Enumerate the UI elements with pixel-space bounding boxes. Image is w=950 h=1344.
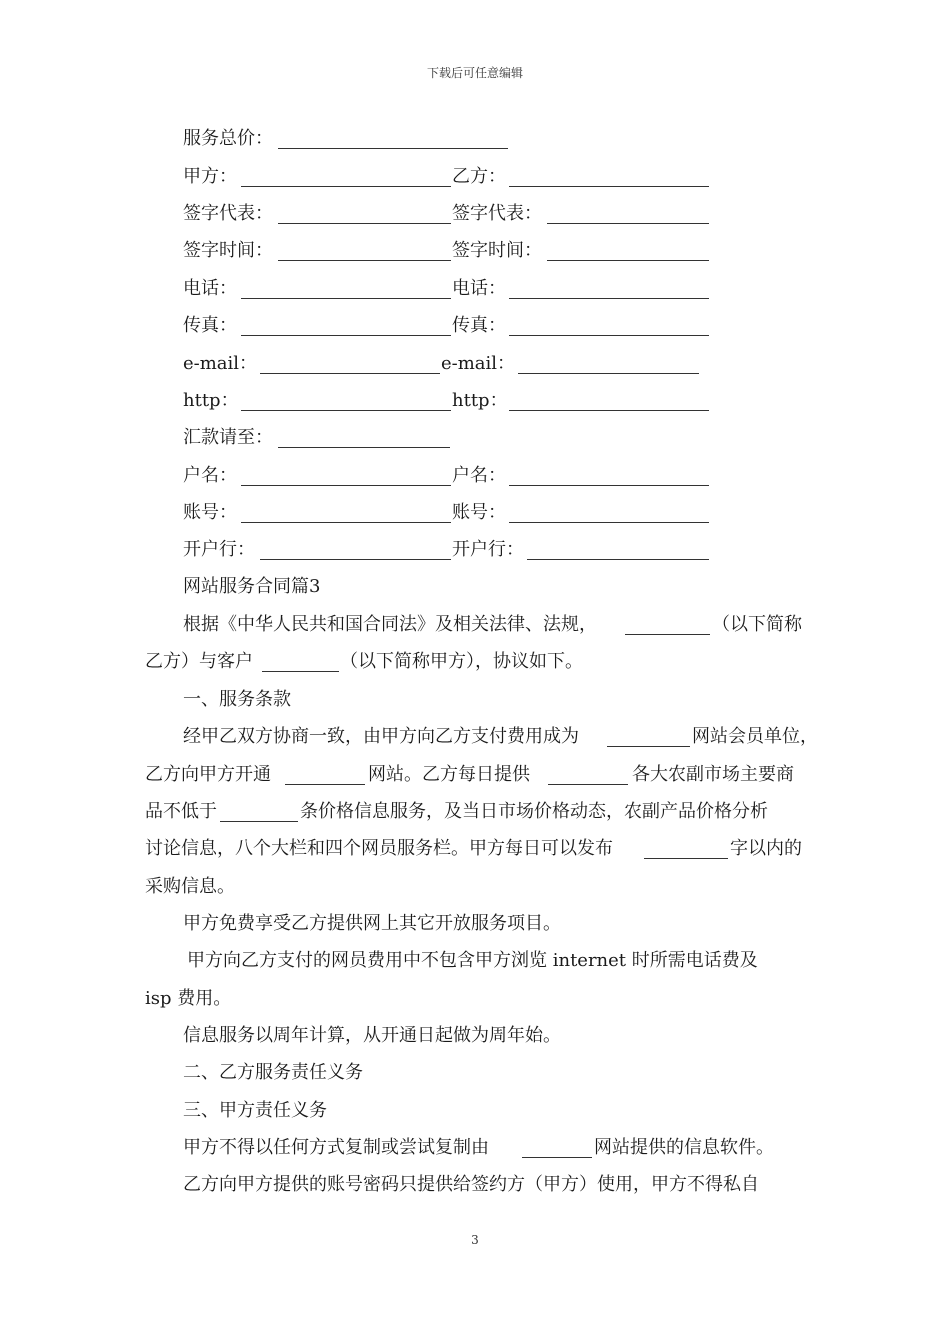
time-b-blank <box>547 260 709 261</box>
email-a-blank <box>260 373 440 374</box>
text-segment: 乙方向甲方开通 <box>145 764 271 785</box>
tel-b-blank <box>509 298 709 299</box>
name-b-blank <box>509 485 709 486</box>
acct-a-blank <box>241 522 451 523</box>
heading-party-b-duties: 二、乙方服务责任义务 <box>183 1062 363 1083</box>
name-b-label: 户名： <box>452 465 506 486</box>
http-a-blank <box>241 410 451 411</box>
text-segment: 根据《中华人民共和国合同法》及相关法律、法规， <box>183 614 597 635</box>
http-a-label: http： <box>183 390 239 411</box>
region-blank <box>548 784 628 785</box>
text-segment: 网站提供的信息软件。 <box>594 1137 774 1158</box>
email-a-label: e-mail： <box>183 353 258 374</box>
time-a-blank <box>278 260 451 261</box>
party-a-label: 甲方： <box>183 166 237 187</box>
paragraph-2-line-5: 采购信息。 <box>145 876 235 897</box>
fax-a-label: 传真： <box>183 315 237 336</box>
name-a-blank <box>241 485 451 486</box>
acct-b-label: 账号： <box>452 502 506 523</box>
text-segment: 乙方）与客户 <box>145 651 253 672</box>
party-b-blank <box>509 186 709 187</box>
client-name-blank <box>262 671 339 672</box>
text-segment: 经甲乙双方协商一致，由甲方向乙方支付费用成为 <box>183 726 579 747</box>
name-a-label: 户名： <box>183 465 237 486</box>
bank-b-blank <box>527 559 709 560</box>
paragraph-3: 甲方免费享受乙方提供网上其它开放服务项目。 <box>183 913 561 934</box>
email-b-blank <box>518 373 699 374</box>
total-price-label: 服务总价： <box>183 128 273 149</box>
time-a-label: 签字时间： <box>183 240 273 261</box>
text-segment: 字以内的 <box>730 838 802 859</box>
remit-blank <box>278 447 450 448</box>
remit-label: 汇款请至： <box>183 427 273 448</box>
fax-a-blank <box>241 335 451 336</box>
text-segment: （以下简称 <box>712 614 802 635</box>
party-a-blank <box>241 186 451 187</box>
heading-service-terms: 一、服务条款 <box>183 689 291 710</box>
count-blank <box>220 821 298 822</box>
provider-name-blank <box>625 634 710 635</box>
tel-a-blank <box>241 298 451 299</box>
paragraph-5: 信息服务以周年计算，从开通日起做为周年始。 <box>183 1025 561 1046</box>
text-segment: 条价格信息服务，及当日市场价格动态，农副产品价格分析 <box>300 801 768 822</box>
fax-b-label: 传真： <box>452 315 506 336</box>
bank-a-label: 开户行： <box>183 539 255 560</box>
text-segment: （以下简称甲方），协议如下。 <box>340 651 583 672</box>
acct-a-label: 账号： <box>183 502 237 523</box>
page-number: 3 <box>471 1233 479 1247</box>
text-segment: 讨论信息，八个大栏和四个网员服务栏。甲方每日可以发布 <box>145 838 613 859</box>
bank-a-blank <box>260 559 451 560</box>
text-segment: 各大农副市场主要商 <box>632 764 794 785</box>
acct-b-blank <box>509 522 709 523</box>
http-b-blank <box>509 410 709 411</box>
http-b-label: http： <box>452 390 508 411</box>
text-segment: 网站会员单位， <box>692 726 818 747</box>
email-b-label: e-mail： <box>441 353 516 374</box>
paragraph-4-line-2: isp 费用。 <box>145 988 232 1009</box>
text-segment: 甲方不得以任何方式复制或尝试复制由 <box>183 1137 489 1158</box>
text-segment: 品不低于 <box>145 801 217 822</box>
tel-b-label: 电话： <box>452 278 506 299</box>
paragraph-4-line-1: 甲方向乙方支付的网员费用中不包含甲方浏览 internet 时所需电话费及 <box>187 950 758 971</box>
paragraph-7: 乙方向甲方提供的账号密码只提供给签约方（甲方）使用，甲方不得私自 <box>183 1174 759 1195</box>
rep-b-label: 签字代表： <box>452 203 542 224</box>
section-title: 网站服务合同篇3 <box>183 576 321 597</box>
fax-b-blank <box>509 335 709 336</box>
text-segment: 网站。乙方每日提供 <box>368 764 530 785</box>
time-b-label: 签字时间： <box>452 240 542 261</box>
rep-a-label: 签字代表： <box>183 203 273 224</box>
website-blank-3 <box>522 1157 592 1158</box>
page-header: 下载后可任意编辑 <box>426 66 523 80</box>
party-b-label: 乙方： <box>452 166 506 187</box>
rep-b-blank <box>547 223 709 224</box>
tel-a-label: 电话： <box>183 278 237 299</box>
total-price-blank <box>278 148 508 149</box>
heading-party-a-duties: 三、甲方责任义务 <box>183 1100 327 1121</box>
word-count-blank <box>644 858 728 859</box>
website-blank-2 <box>285 784 365 785</box>
website-blank <box>607 746 690 747</box>
rep-a-blank <box>278 223 451 224</box>
bank-b-label: 开户行： <box>452 539 524 560</box>
